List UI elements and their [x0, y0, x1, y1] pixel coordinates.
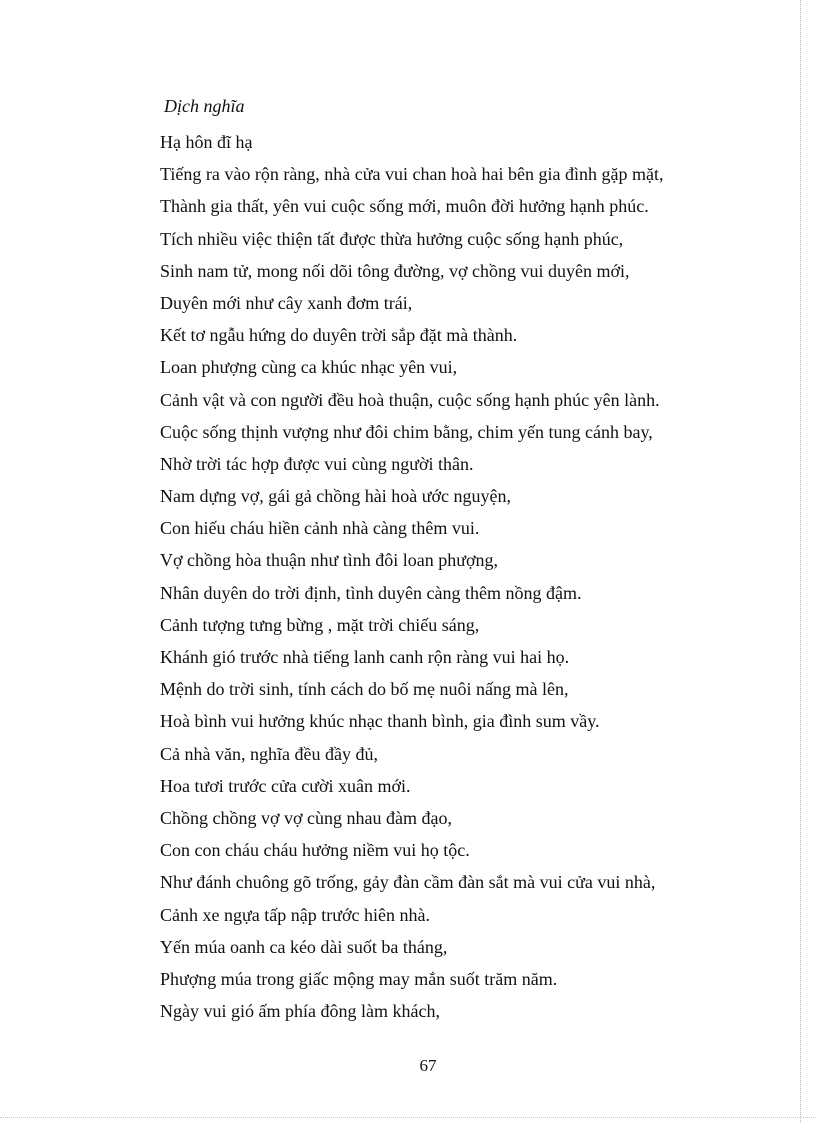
- text-line: Vợ chồng hòa thuận như tình đôi loan phượng,: [160, 550, 499, 571]
- text-line: Mệnh do trời sinh, tính cách do bố mẹ nuôi nấng mà lên,: [160, 679, 569, 700]
- text-line: Duyên mới như cây xanh đơm trái,: [160, 292, 413, 313]
- text-line: Cuộc sống thịnh vượng như đôi chim bằng, chim yến tung cánh bay,: [160, 421, 653, 442]
- text-line: Hoa tươi trước cửa cười xuân mới.: [160, 775, 411, 796]
- page-edge-bottom: [0, 1117, 816, 1118]
- text-line: Loan phượng cùng ca khúc nhạc yên vui,: [160, 357, 458, 378]
- section-heading: Dịch nghĩa: [164, 96, 245, 116]
- text-line: Phượng múa trong giấc mộng may mắn suốt trăm năm.: [160, 968, 558, 989]
- translation-text: [160, 126, 663, 1027]
- text-line: Khánh gió trước nhà tiếng lanh canh rộn ràng vui hai họ.: [160, 647, 570, 667]
- text-line: Cảnh tượng tưng bừng , mặt trời chiếu sáng,: [160, 614, 480, 635]
- text-line: Hạ hôn đĩ hạ: [160, 132, 253, 152]
- text-line: Nam dựng vợ, gái gả chồng hài hoà ước nguyện,: [160, 486, 511, 507]
- text-line: Kết tơ ngẫu hứng do duyên trời sắp đặt mà thành.: [160, 325, 518, 346]
- page-number: 67: [419, 1056, 437, 1075]
- text-line: Nhờ trời tác hợp được vui cùng người thân.: [160, 453, 474, 474]
- text-line: Cảnh vật và con người đều hoà thuận, cuộc sống hạnh phúc yên lành.: [160, 389, 660, 410]
- text-line: Con hiếu cháu hiền cảnh nhà càng thêm vui.: [160, 518, 480, 539]
- text-line: Tích nhiều việc thiện tất được thừa hưởng cuộc sống hạnh phúc,: [160, 228, 624, 249]
- text-line: Cả nhà văn, nghĩa đều đầy đủ,: [160, 743, 378, 764]
- text-line: Hoà bình vui hưởng khúc nhạc thanh bình, gia đình sum vầy.: [160, 711, 600, 732]
- text-line: Chồng chồng vợ vợ cùng nhau đàm đạo,: [160, 807, 452, 828]
- text-line: Thành gia thất, yên vui cuộc sống mới, muôn đời hưởng hạnh phúc.: [160, 196, 649, 217]
- text-line: Như đánh chuông gõ trống, gảy đàn cầm đàn sắt mà vui cửa vui nhà,: [160, 872, 656, 893]
- text-line: Tiếng ra vào rộn ràng, nhà cửa vui chan hoà hai bên gia đình gặp mặt,: [160, 164, 664, 185]
- text-line: Sinh nam tử, mong nối dõi tông đường, vợ chồng vui duyên mới,: [160, 260, 630, 281]
- page-edge-right: [800, 0, 801, 1123]
- text-line: Con con cháu cháu hưởng niềm vui họ tộc.: [160, 840, 470, 861]
- text-line: Cảnh xe ngựa tấp nập trước hiên nhà.: [160, 904, 430, 925]
- text-line: Yến múa oanh ca kéo dài suốt ba tháng,: [160, 936, 448, 957]
- text-line: Nhân duyên do trời định, tình duyên càng thêm nồng đậm.: [160, 582, 582, 603]
- text-line: Ngày vui gió ấm phía đông làm khách,: [160, 1001, 440, 1022]
